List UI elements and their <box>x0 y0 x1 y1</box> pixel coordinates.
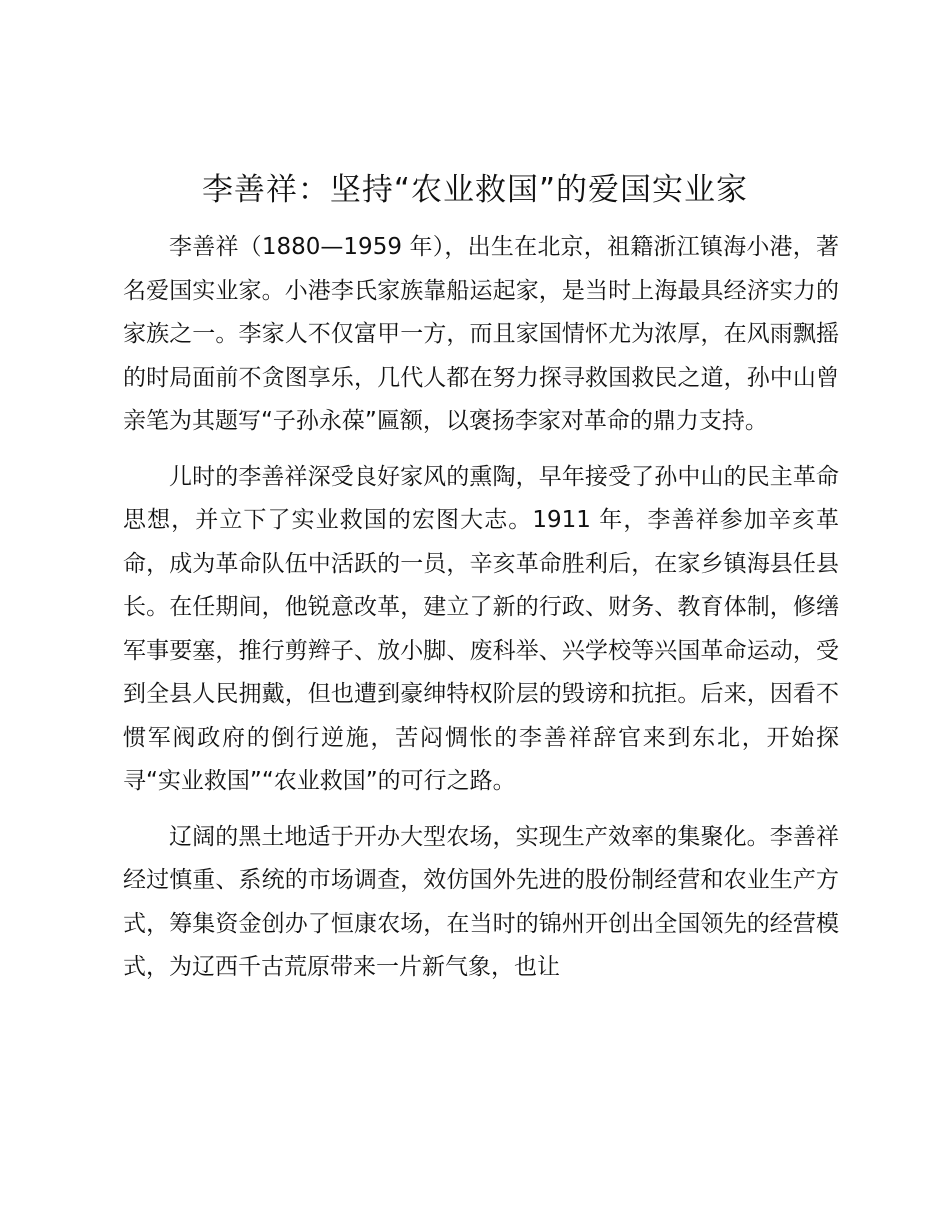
document-title: 李善祥：坚持“农业救国”的爱国实业家 <box>201 172 749 208</box>
document-body <box>123 226 839 1002</box>
paragraph-1: 李善祥（1880—1959 年），出生在北京，祖籍浙江镇海小港，著名爱国实业家。小港李氏家族靠船运起家，是当时上海最具经济实力的家族之一。李家人不仅富甲一方，而且家国情怀尤为浓厚，在风雨飘摇的时局面前不贪图享乐，几代人都在努力探寻救国救民之道，孙中山曾亲笔为其题写“子孙永葆”匾额，以褒扬李家对革命的鼎力支持。 <box>123 234 839 434</box>
paragraph-2: 儿时的李善祥深受良好家风的熏陶，早年接受了孙中山的民主革命思想，并立下了实业救国的宏图大志。1911 年，李善祥参加辛亥革命，成为革命队伍中活跃的一员，辛亥革命胜利后，在家乡镇海县任县长。在任期间，他锐意改革，建立了新的行政、财务、教育体制，修缮军事要塞，推行剪辫子、放小脚、废科举、兴学校等兴国革命运动，受到全县人民拥戴，但也遭到豪绅特权阶层的毁谤和抗拒。后来，因看不惯军阀政府的倒行逆施，苦闷惆怅的李善祥辞官来到东北，开始探寻“实业救国”“农业救国”的可行之路。 <box>123 463 839 794</box>
paragraph-3: 辽阔的黑土地适于开办大型农场，实现生产效率的集聚化。李善祥经过慎重、系统的市场调查，效仿国外先进的股份制经营和农业生产方式，筹集资金创办了恒康农场，在当时的锦州开创出全国领先的经营模式，为辽西千古荒原带来一片新气象，也让 <box>123 823 839 980</box>
